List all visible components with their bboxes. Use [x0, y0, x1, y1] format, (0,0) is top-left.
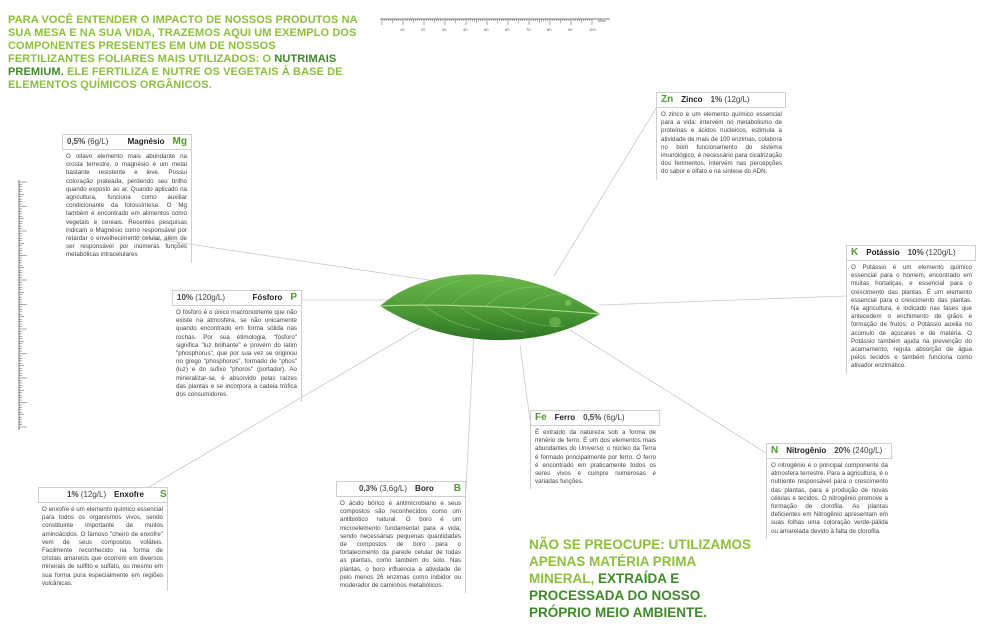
connector-k	[600, 296, 846, 305]
qty-percent: 10%	[907, 247, 924, 257]
card-header	[530, 410, 660, 426]
element-description: O oitavo elemento mais abundante na crosta terrestre, o magnésio é um metal bastante resistente e leve. Possui coloração prateada, perdendo seu brilho quando exposto ao ar. Quando aplicado na agricultura, funciona como auxiliar condicionante da fotossíntese. O Mg também é encontrado em alimentos como vegetais e cereais. Recentes pesquisas indicam o Magnésio como responsável por retardar o envelhecimento celular, além de ser responsável por inúmeras funções metabólicas intracelulares	[62, 150, 192, 263]
element-card-fe	[530, 410, 660, 489]
outro-part2: EXTRAÍDA E PROCESSADA DO NOSSO PRÓPRIO MEIO AMBIENTE.	[529, 571, 708, 620]
card-header	[62, 134, 192, 150]
element-card-n	[766, 443, 892, 539]
connector-fe	[520, 345, 530, 420]
element-symbol: B	[453, 482, 461, 494]
element-description: O Potássio é um elemento químico essencial para o homem, encontrado em muitas hortaliças, e essencial para o crescimento das plantas. É um elemento essencial para o crescimento das plantas. Na agricultura, é indicado nas fases que antecedem o enchimento de grãos e formação de frutos; o Potássio auxilia no acúmulo de açúcares e de matéria. O Potássio também ajuda na prevenção do acamamento, regula absorção de água pelos tecidos e também funciona como ativador enzimático.	[846, 261, 976, 374]
element-symbol: K	[851, 246, 859, 258]
card-header	[38, 487, 168, 503]
element-name: Potássio	[866, 247, 900, 257]
intro-part2: ELE FERTILIZA E NUTRE OS VEGETAIS À BASE DE ELEMENTOS QUÍMICOS ORGÂNICOS.	[8, 66, 343, 91]
ruler-label: 30	[442, 27, 447, 32]
ruler-label: 100	[589, 27, 596, 32]
element-name: Magnésio	[127, 136, 165, 146]
qty-percent: 0,5%	[583, 412, 602, 422]
ruler-label: 90	[568, 27, 573, 32]
ruler-label: 20	[421, 27, 426, 32]
closing-statement	[529, 536, 759, 621]
outro-part1: NÃO SE PREOCUPE: UTILIZAMOS APENAS MATÉRIA PRIMA MINERAL,	[529, 537, 752, 586]
vertical-ruler	[14, 180, 38, 430]
ruler-label: 60	[505, 27, 510, 32]
element-symbol: Fe	[535, 411, 547, 423]
card-header	[766, 443, 892, 459]
card-header	[172, 290, 302, 306]
intro-product: NUTRIMAIS PREMIUM.	[8, 53, 337, 78]
ruler-label: 80	[547, 27, 552, 32]
horizontal-ruler	[380, 16, 610, 36]
qty-concentration: (12g/L)	[724, 94, 750, 104]
qty-percent: 0,3%	[359, 483, 378, 493]
qty-concentration: (120g/L)	[195, 292, 226, 302]
element-description: O zinco é um elemento químico essencial para a vida: intervém no metabolismo de proteínas e ácidos nucleicos, estimula a atividade de mais de 100 enzimas, colabora no bom funcionamento do sistema imunológico, é necessário para cicatrização dos ferimentos, intervém nas percepções do sabor e olfato e na síntese do ADN.	[656, 108, 786, 180]
element-name: Boro	[415, 483, 434, 493]
qty-concentration: (3,6g/L)	[379, 483, 408, 493]
element-description: O enxofre é um elemento químico essencial para todos os organismos vivos, sendo constituinte importante de muitos aminoácidos. O famoso "cheiro de enxofre" vem de seus compostos voláteis. Facilmente reconhecido na forma de cristais amarelos que ocorrem em diversos minerais de sulfito e sulfato, ou mesmo em sua forma pura especialmente em regiões vulcânicas.	[38, 503, 168, 591]
element-symbol: Mg	[172, 135, 187, 147]
qty-percent: 0,5%	[67, 136, 86, 146]
qty-concentration: (6g/L)	[87, 136, 109, 146]
element-name: Ferro	[554, 412, 576, 422]
leaf-image	[380, 274, 600, 340]
qty-concentration: (6g/L)	[603, 412, 625, 422]
ruler-label: 70	[526, 27, 531, 32]
connector-zn	[554, 105, 658, 276]
card-header	[336, 481, 466, 497]
card-header	[846, 245, 976, 261]
element-name: Nitrogênio	[786, 445, 827, 455]
qty-percent: 10%	[177, 292, 194, 302]
qty-concentration: (12g/L)	[80, 489, 107, 499]
intro-part1: PARA VOCÊ ENTENDER O IMPACTO DE NOSSOS PRODUTOS NA SUA MESA E NA SUA VIDA, TRAZEMOS AQUI UM EXEMPLO DOS COMPONENTES PRESENTES EM UM DE NOSSOS FERTILIZANTES FOLIARES MAIS UTILIZADOS: O	[8, 14, 358, 65]
ruler-label: 40	[463, 27, 468, 32]
element-card-mg	[62, 134, 192, 263]
element-name: Zinco	[681, 94, 703, 104]
qty-percent: 1%	[67, 489, 79, 499]
card-header	[656, 92, 786, 108]
intro-text	[8, 14, 358, 92]
element-card-s	[38, 487, 168, 591]
element-card-p	[172, 290, 302, 402]
element-card-zn	[656, 92, 786, 180]
element-card-b	[336, 481, 466, 593]
element-card-k	[846, 245, 976, 374]
qty-concentration: (120g/L)	[925, 247, 956, 257]
element-description: O fósforo é o único macronutriente que não existe na atmosfera, se não unicamente quando encontrado em forma sólida nas rochas. Por sua etimologia, "fósforo" significa "luz brilhante" e provém do latim "phosphorus", que por sua vez se originou no grego "phosphoros", formado de "phos" (luz) e do sufixo "phoros" (portador). Ao mineralizar-se, é absorvido pelas raízes das plantas e se incorpora a cadeia trófica dos consumidores.	[172, 306, 302, 402]
element-description: O nitrogênio é o principal componente da atmosfera terrestre. Para a agricultura, é o nutriente responsável para o crescimento das plantas, para a produção de novas células e tecidos. O nitrogênio promove a formação de clorofila. As plantas deficientes em Nitrogênio apresentam em suas folhas uma coloração verde-pálida ou amarelada devido à falta de clorofila.	[766, 459, 892, 539]
ruler-label: 10	[400, 27, 405, 32]
element-name: Enxofre	[114, 489, 144, 499]
ruler-label: 50	[484, 27, 489, 32]
element-symbol: P	[290, 291, 297, 303]
qty-percent: 1%	[710, 94, 723, 104]
connector-b	[466, 330, 474, 490]
element-description: É extraído da natureza sob a forma de minério de ferro. É um dos elementos mais abundantes do Universo; o núcleo da Terra é formado principalmente por ferro. O ferro é encontrado em praticamente todos os seres vivos e cumpre numerosas e variadas funções.	[530, 426, 660, 489]
element-description: O ácido bórico é antimicrobiano e seus compostos são reconhecidos como um antibiótico natural. O boro é um microelemento fundamental para a vida, sendo necessárias pequenas quantidades de compostos de boro para o fortalecimento da parede celular de todas as plantas, como também do solo. Nas plantas, o boro influencia a atividade de pelo menos 26 enzimas como inibidor ou moderador de caminhos metabólicos.	[336, 497, 466, 593]
element-name: Fósforo	[252, 292, 283, 302]
element-symbol: N	[771, 444, 779, 456]
element-symbol: Zn	[661, 93, 674, 105]
element-symbol: S	[159, 488, 167, 500]
ruler-unit: Mms	[598, 19, 606, 23]
qty-concentration: (240g/L)	[852, 445, 883, 455]
qty-percent: 20%	[834, 445, 851, 455]
